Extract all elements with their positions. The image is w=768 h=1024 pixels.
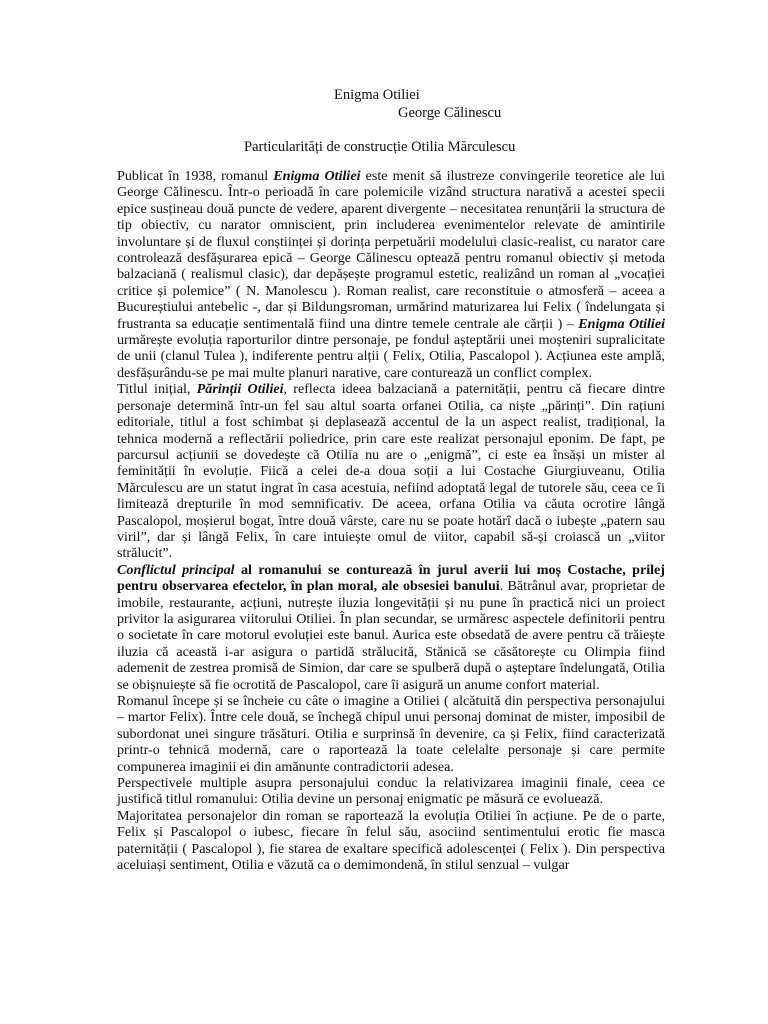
paragraph-6: Majoritatea personajelor din roman se raportează la evoluția Otiliei în acțiune. Pe de o parte, Felix și Pascalopol o iubesc, fiecare în felul său, asociind sentimentului erotic fie masca paternității ( Pascalopol ), fie starea de exaltare specifică adolescenței ( Felix ). Din perspectiva aceluiași sentiment, Otilia e văzută ca o demimondenă, în stilul senzual – vulgar <box>117 807 665 874</box>
document-author: George Călinescu <box>398 105 502 121</box>
novel-title-emphasis: Enigma Otiliei <box>273 168 361 184</box>
initial-title-emphasis: Părinții Otiliei <box>196 381 284 398</box>
paragraph-2-part-a: Titlul inițial, <box>117 381 197 398</box>
document-title: Enigma Otiliei <box>334 87 420 103</box>
paragraph-4: Romanul începe și se încheie cu câte o imagine a Otiliei ( alcătuită din perspectiva personajului – martor Felix). Între cele două, se închegă chipul unui personaj dominat de mister, imposibil de subordonat unei singure trăsături. Otilia e surprinsă în devenire, ca și Felix, fiind caracterizată printr-o tehnică modernă, care o raportează la toate celelalte personaje și care permite compunerea imaginii ei din amănunte contradictorii adesea. <box>117 693 665 775</box>
paragraph-3-part-c: . Bătrânul avar, proprietar de imobile, restaurante, acțiuni, nutrește iluzia longevității și nu pune în practică nici un proiect privitor la asigurarea viitorului Otiliei. În plan secundar, se urmăresc aspectele definitorii pentru o societate în care motorul evoluției este banul. Aurica este obsedată de avere pentru că trăiește iluzia că această i-ar asigura o partidă strălucită, Stănică se căsătorește cu Olimpia fiind ademenit de zestrea promisă de Simion, dar care se spulberă după o așteptare îndelungată, Otilia se obișnuiește să fie ocrotită de Pascalopol, care îi asigură un anume confort material. <box>117 578 665 693</box>
paragraph-3-bold: al romanului se conturează în jurul averii lui moș Costache, prilej pentru observarea efectelor, în plan moral, ale obsesiei banului <box>117 561 665 595</box>
novel-title-emphasis-2: Enigma Otiliei <box>578 315 665 332</box>
paragraph-2-part-c: , reflecta ideea balzaciană a paternității, pentru că fiecare dintre personaje determină într-un fel sau altul soarta orfanei Otilia, ca niște „părinți”. Din rațiuni editoriale, titlul a fost schimbat și deplasează accentul de la un aspect realist, tradițional, la tehnica modernă a reflectării poliedrice, prin care este realizat personajul eponim. De fapt, pe parcursul acțiunii se dovedește că Otilia nu are o „enigmă”, ci este ea însăși un mister al feminității în evoluție. Fiică a celei de-a doua soții a lui Costache Giurgiuveanu, Otilia Mărculescu are un statut ingrat în casa acestuia, nefiind adoptată legal de tutorele său, ceea ce îi limitează drepturile în mod semnificativ. De aceea, orfana Otilia va căuta ocrotire lângă Pascalopol, moșierul bogat, între două vârste, care nu se poate hotărî dacă o iubește „patern sau viril”, dar și lângă Felix, în care intuiește omul de viitor, capabil să-și croiască un „viitor strălucit”. <box>117 381 665 562</box>
paragraph-3 <box>117 562 665 693</box>
main-conflict-emphasis: Conflictul principal <box>117 561 235 578</box>
paragraph-1-part-e: urmărește evoluția raporturilor dintre personaje, pe fondul așteptării unei moșteniri supralicitate de unii (clanul Tulea ), indiferente pentru alții ( Felix, Otilia, Pascalopol ). Acțiunea este amplă, desfășurându-se pe mai multe planuri narative, care conturează un conflict complex. <box>117 332 665 381</box>
document-subtitle: Particularități de construcție Otilia Mărculescu <box>244 139 516 155</box>
document-body <box>117 168 665 873</box>
paragraph-1-part-a: Publicat în 1938, romanul <box>117 168 274 184</box>
paragraph-2 <box>117 381 665 561</box>
paragraph-5: Perspectivele multiple asupra personajului conduc la relativizarea imaginii finale, ceea ce justifică titlul romanului: Otilia devine un personaj enigmatic pe măsură ce evoluează. <box>117 775 665 808</box>
paragraph-1 <box>117 168 665 381</box>
paragraph-1-part-c: este menit să ilustreze convingerile teoretice ale lui George Călinescu. Într-o perioadă în care polemicile vizând structura narativă a acestei specii epice susțineau două puncte de vedere, aparent divergente – necesitatea renunțării la structura de tip obiectiv, cu narator omniscient, prin includerea evenimentelor relevate de amintirile involuntare și de fluxul conștiinței și dorința perpetuării modelului clasic-realist, cu narator care controlează desfășurarea epică – George Călinescu optează pentru romanul obiectiv și metoda balzaciană ( realismul clasic), dar depășește programul estetic, realizând un roman al „vocației critice și polemice” ( N. Manolescu ). Roman realist, care reconstituie o atmosferă – aceea a Bucureștiului antebelic -, dar și Bildungsroman, urmărind maturizarea lui Felix ( îndelungata și frustranta sa educație sentimentală fiind una dintre temele centrale ale cărții ) – <box>117 168 665 332</box>
